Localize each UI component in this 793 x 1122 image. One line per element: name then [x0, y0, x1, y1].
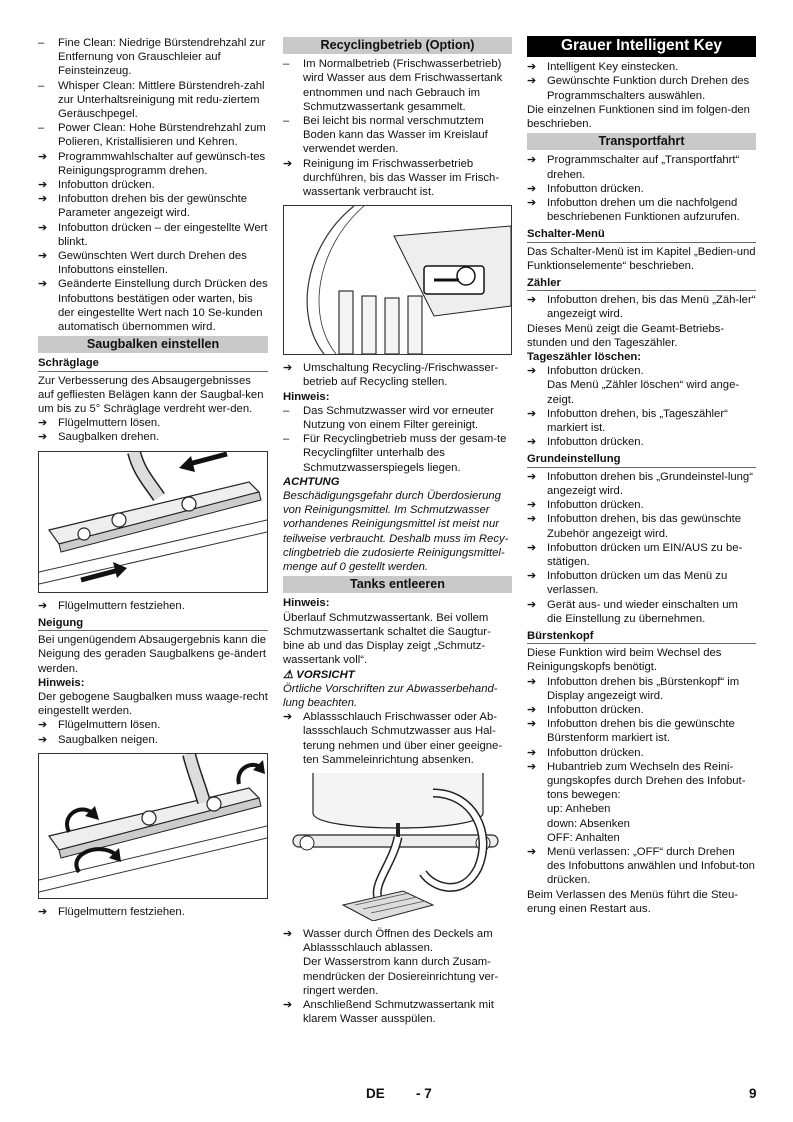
warning-triangle-icon: ⚠	[283, 668, 294, 681]
list	[527, 675, 756, 803]
list	[38, 905, 268, 919]
arrow-bullet-icon: ➔	[527, 598, 537, 611]
arrow-list-item	[527, 293, 756, 321]
arrow-list-item	[283, 998, 512, 1026]
arrow-list-item	[527, 182, 756, 196]
hub-option: OFF: Anhalten	[547, 831, 620, 844]
list	[38, 718, 268, 746]
arrow-list-item	[38, 277, 268, 334]
vorsicht-label: VORSICHT	[296, 668, 355, 681]
list	[527, 470, 756, 626]
dash-bullet-icon: –	[38, 37, 45, 49]
list	[38, 36, 268, 334]
list-item-text: Für Recyclingbetrieb muss der gesam-te Recyclingfilter unterhalb des Schmutzwasserspiegels liegen.	[303, 433, 507, 474]
list-item-text: Programmwahlschalter auf gewünsch-tes Reinigungsprogramm drehen.	[58, 150, 266, 177]
arrow-bullet-icon: ➔	[38, 431, 48, 444]
hinweis-label: Hinweis:	[38, 676, 85, 689]
list-item-text: Infobutton drehen bis die gewünschte Bürstenform markiert ist.	[547, 718, 735, 745]
arrow-list-item	[38, 599, 268, 613]
list-item-text: Flügelmuttern festziehen.	[58, 599, 185, 612]
list-item-text: Infobutton drücken.	[547, 746, 644, 759]
footer-language: DE	[366, 1086, 385, 1101]
arrow-list-item	[38, 192, 268, 220]
arrow-bullet-icon: ➔	[38, 278, 48, 291]
paragraph: Bei ungenügendem Absaugergebnis kann die Neigung des geraden Saugbalkens ge-ändert werden.	[38, 634, 267, 675]
arrow-list-item	[527, 407, 756, 435]
list-item-text: Infobutton drücken – der eingestellte Wert blinkt.	[58, 221, 268, 248]
subheading-neigung: Neigung	[38, 616, 268, 631]
arrow-bullet-icon: ➔	[38, 719, 48, 732]
arrow-list-item	[283, 710, 512, 767]
list-item-text: Infobutton drehen bis „Bürstenkopf“ im Display angezeigt wird.	[547, 675, 740, 702]
dash-list-item	[283, 114, 512, 157]
arrow-list-item	[38, 150, 268, 178]
list	[38, 599, 268, 613]
arrow-list-item	[527, 845, 756, 888]
arrow-list-item	[527, 74, 756, 102]
list-item-text: Infobutton drücken.	[58, 179, 155, 192]
arrow-list-item	[38, 905, 268, 919]
arrow-bullet-icon: ➔	[38, 150, 48, 163]
arrow-bullet-icon: ➔	[527, 845, 537, 858]
dash-bullet-icon: –	[283, 404, 290, 417]
arrow-bullet-icon: ➔	[38, 221, 48, 234]
arrow-list-item	[283, 927, 512, 955]
list-item-text: Gerät aus- und wieder einschalten um die Einstellung zu übernehmen.	[547, 598, 738, 625]
arrow-bullet-icon: ➔	[527, 541, 537, 554]
arrow-bullet-icon: ➔	[527, 197, 537, 210]
arrow-list-item	[527, 675, 756, 703]
list	[283, 404, 512, 475]
section-heading-recycling: Recyclingbetrieb (Option)	[283, 37, 512, 54]
paragraph: Dieses Menü zeigt die Geamt-Betriebs-stunden und den Tageszähler.	[527, 322, 725, 349]
vorsicht-heading	[283, 668, 512, 682]
arrow-bullet-icon: ➔	[527, 570, 537, 583]
hinweis-label: Hinweis:	[283, 390, 330, 403]
arrow-bullet-icon: ➔	[527, 61, 537, 74]
subheading-tageszaehler: Tageszähler löschen:	[527, 351, 642, 364]
arrow-bullet-icon: ➔	[527, 513, 537, 526]
list-item-text: Infobutton drehen, bis das Menü „Zäh-ler“ angezeigt wird.	[547, 294, 756, 321]
paragraph: Der Wasserstrom kann durch Zusam-mendrücken der Dosiereinrichtung ver-ringert werden.	[303, 956, 499, 997]
list-item-text: Intelligent Key einstecken.	[547, 61, 679, 74]
hub-option: up: Anheben	[547, 803, 611, 816]
arrow-bullet-icon: ➔	[527, 294, 537, 307]
achtung-label: ACHTUNG	[283, 475, 340, 488]
arrow-bullet-icon: ➔	[38, 179, 48, 192]
arrow-list-item	[527, 512, 756, 540]
arrow-bullet-icon: ➔	[283, 362, 293, 375]
list	[283, 710, 512, 767]
arrow-list-item	[283, 157, 512, 200]
achtung-text: Beschädigungsgefahr durch Überdosierung von Reinigungsmittel. Im Schmutzwasser vorhandenes Reinigungsmittel ist meist nur teilweise verbraucht. Deshalb muss im Recy-clingbetrieb die zudosierte Reinigungsmittel-menge auf 0 gestellt werden.	[283, 490, 509, 574]
list	[527, 364, 756, 378]
list-item-text: Infobutton drehen um die nachfolgend beschriebenen Funktionen aufzurufen.	[547, 197, 740, 224]
arrow-list-item	[527, 196, 756, 224]
list-item-text: Wasser durch Öffnen des Deckels am Ablassschlauch ablassen.	[303, 927, 493, 955]
list-item-text: Gewünschten Wert durch Drehen des Infobuttons einstellen.	[58, 250, 247, 277]
arrow-list-item	[38, 178, 268, 192]
list-item-text: Power Clean: Hohe Bürstendrehzahl zum Polieren, Kristallisieren und Kehren.	[58, 122, 266, 149]
arrow-bullet-icon: ➔	[283, 711, 293, 724]
arrow-bullet-icon: ➔	[527, 760, 537, 773]
footer-page-number: 9	[749, 1086, 757, 1101]
list-item-text: Saugbalken neigen.	[58, 733, 158, 746]
paragraph: Der gebogene Saugbalken muss waage-recht eingestellt werden.	[38, 690, 268, 718]
list-item-text: Infobutton drehen, bis „Tageszähler“ markiert ist.	[547, 407, 728, 435]
arrow-list-item	[38, 733, 268, 747]
list-item-text: Infobutton drücken.	[547, 703, 644, 716]
arrow-bullet-icon: ➔	[527, 75, 537, 88]
arrow-list-item	[527, 760, 756, 803]
list-item-text: Saugbalken drehen.	[58, 431, 160, 444]
figure-saugbalken-drehen	[38, 451, 268, 593]
subheading-buerstenkopf: Bürstenkopf	[527, 629, 756, 644]
arrow-bullet-icon: ➔	[283, 157, 293, 170]
section-heading-saugbalken: Saugbalken einstellen	[38, 336, 268, 353]
subheading-schraeglage: Schräglage	[38, 356, 268, 371]
figure-ablassschlauch	[283, 773, 512, 921]
arrow-list-item	[527, 717, 756, 745]
dash-list-item	[283, 432, 512, 475]
arrow-bullet-icon: ➔	[527, 365, 537, 378]
arrow-list-item	[38, 416, 268, 430]
arrow-list-item	[527, 746, 756, 760]
list-item-text: Infobutton drehen bis der gewünschte Parameter angezeigt wird.	[58, 193, 248, 220]
list-item-text: Programmschalter auf „Transportfahrt“ drehen.	[547, 154, 740, 181]
dash-bullet-icon: –	[283, 433, 290, 446]
list	[283, 927, 512, 955]
list-item-text: Infobutton drehen, bis das gewünschte Zubehör angezeigt wird.	[547, 513, 742, 540]
arrow-bullet-icon: ➔	[38, 250, 48, 263]
dash-bullet-icon: –	[283, 58, 290, 71]
column-middle	[283, 36, 512, 1026]
list	[38, 416, 268, 444]
hub-option: down: Absenken	[547, 817, 630, 830]
dash-bullet-icon: –	[283, 115, 290, 128]
list-item-text: Infobutton drehen bis „Grundeinstel-lung“ angezeigt wird.	[547, 470, 753, 497]
list-item-text: Gewünschte Funktion durch Drehen des Programmschalters auswählen.	[547, 75, 750, 102]
paragraph: Das Menü „Zähler löschen“ wird ange-zeigt.	[547, 379, 740, 406]
subheading-zaehler: Zähler	[527, 276, 756, 291]
list-item-text: Das Schmutzwasser wird vor erneuter Nutzung von einem Filter gereinigt.	[303, 404, 494, 432]
arrow-bullet-icon: ➔	[527, 436, 537, 449]
dash-bullet-icon: –	[38, 122, 45, 135]
hub-options	[527, 802, 756, 845]
arrow-bullet-icon: ➔	[527, 703, 537, 716]
paragraph: Überlauf Schmutzwassertank. Bei vollem Schmutzwassertank schaltet die Saugtur-bine ab und das Display zeigt „Schmutz-wassertank voll“.	[283, 611, 491, 667]
subheading-grundeinstellung: Grundeinstellung	[527, 452, 756, 467]
figure-saugbalken-neigen	[38, 753, 268, 899]
list-item-text: Flügelmuttern festziehen.	[58, 905, 185, 918]
section-heading-intelligent-key: Grauer Intelligent Key	[527, 36, 756, 57]
column-left	[38, 36, 268, 919]
list-item-text: Reinigung im Frischwasserbetrieb durchführen, bis das Wasser im Frisch-wassertank verbraucht ist.	[303, 157, 500, 199]
arrow-bullet-icon: ➔	[527, 675, 537, 688]
list-item-text: Infobutton drücken.	[547, 182, 644, 195]
arrow-list-item	[527, 598, 756, 626]
arrow-list-item	[527, 703, 756, 717]
arrow-bullet-icon: ➔	[527, 470, 537, 483]
arrow-list-item	[527, 498, 756, 512]
arrow-bullet-icon: ➔	[38, 733, 48, 746]
dash-list-item	[38, 36, 268, 79]
paragraph: Das Schalter-Menü ist im Kapitel „Bedien-und Funktionselemente“ beschrieben.	[527, 245, 756, 272]
list-item-text: Im Normalbetrieb (Frischwasserbetrieb) wird Wasser aus dem Frischwassertank entnommen und nach Gebrauch im Schmutzwassertank gesammelt.	[303, 58, 503, 113]
arrow-bullet-icon: ➔	[527, 154, 537, 167]
arrow-bullet-icon: ➔	[38, 193, 48, 206]
arrow-list-item	[38, 430, 268, 444]
subheading-schalter: Schalter-Menü	[527, 227, 756, 242]
arrow-bullet-icon: ➔	[38, 905, 48, 918]
list	[527, 293, 756, 321]
footer-page-ref: - 7	[416, 1086, 432, 1101]
paragraph: Die einzelnen Funktionen sind im folgen-den beschrieben.	[527, 103, 750, 131]
arrow-list-item	[38, 221, 268, 249]
list	[527, 60, 756, 103]
list	[283, 998, 512, 1026]
list	[527, 153, 756, 224]
list-item-text: Infobutton drücken um das Menü zu verlassen.	[547, 570, 728, 597]
arrow-bullet-icon: ➔	[283, 927, 293, 940]
list-item-text: Geänderte Einstellung durch Drücken des Infobuttons bestätigen oder warten, bis der eingestellte Wert nach 10 Se-kunden automatisch übernommen wird.	[58, 278, 268, 334]
arrow-list-item	[38, 718, 268, 732]
section-heading-tanks: Tanks entleeren	[283, 576, 512, 593]
paragraph: Zur Verbesserung des Absaugergebnisses auf gefliesten Belägen kann der Saugbal-ken um bis zu 5° Schräglage verdreht wer-den.	[38, 374, 264, 416]
column-right	[527, 36, 756, 916]
dash-bullet-icon: –	[38, 79, 45, 92]
dash-list-item	[283, 404, 512, 432]
dash-list-item	[283, 57, 512, 114]
arrow-bullet-icon: ➔	[527, 499, 537, 512]
list-item-text: Hubantrieb zum Wechseln des Reini-gungskopfes durch Drehen des Infobut-tons bewegen:	[547, 760, 746, 802]
arrow-list-item	[283, 361, 512, 389]
arrow-list-item	[527, 569, 756, 597]
arrow-bullet-icon: ➔	[38, 599, 48, 612]
list	[283, 57, 512, 199]
list-item-text: Fine Clean: Niedrige Bürstendrehzahl zur Entfernung von Grauschleier auf Feinsteinzeug.	[58, 37, 266, 78]
list-item-text: Anschließend Schmutzwassertank mit klarem Wasser ausspülen.	[303, 998, 494, 1026]
list-item-text: Flügelmuttern lösen.	[58, 719, 161, 732]
arrow-bullet-icon: ➔	[283, 998, 293, 1011]
list-item-text: Infobutton drücken um EIN/AUS zu be-stätigen.	[547, 541, 743, 568]
arrow-list-item	[527, 60, 756, 74]
arrow-list-item	[527, 541, 756, 569]
arrow-bullet-icon: ➔	[527, 182, 537, 195]
arrow-list-item	[527, 435, 756, 449]
arrow-list-item	[38, 249, 268, 277]
dash-list-item	[38, 79, 268, 122]
section-heading-transport: Transportfahrt	[527, 133, 756, 150]
arrow-bullet-icon: ➔	[527, 718, 537, 731]
arrow-list-item	[527, 470, 756, 498]
list-item-text: Whisper Clean: Mittlere Bürstendreh-zahl zur Unterhaltsreinigung mit redu-ziertem Geräuschpegel.	[58, 79, 265, 121]
arrow-list-item	[527, 364, 756, 378]
list	[527, 407, 756, 450]
arrow-bullet-icon: ➔	[38, 417, 48, 430]
list-item-text: Infobutton drücken.	[547, 365, 644, 378]
list-item-text: Infobutton drücken.	[547, 436, 644, 449]
list-item-text: Ablassschlauch Frischwasser oder Ab-lassschlauch Schmutzwasser aus Hal-terung nehmen und über einer geeigne-ten Sammeleinrichtung absenken.	[303, 711, 503, 766]
list-item-text: Menü verlassen: „OFF“ durch Drehen des Infobuttons anwählen und Infobut-ton drücken.	[547, 845, 755, 887]
arrow-bullet-icon: ➔	[527, 407, 537, 420]
hinweis-label: Hinweis:	[283, 597, 330, 610]
paragraph: Diese Funktion wird beim Wechsel des Reinigungskopfs benötigt.	[527, 647, 722, 674]
vorsicht-text: Örtliche Vorschriften zur Abwasserbehand-lung beachten.	[283, 682, 498, 709]
arrow-bullet-icon: ➔	[527, 746, 537, 759]
list	[283, 361, 512, 389]
paragraph: Beim Verlassen des Menüs führt die Steu-erung einen Restart aus.	[527, 888, 738, 915]
list-item-text: Bei leicht bis normal verschmutztem Boden kann das Wasser im Kreislauf verwendet werden.	[303, 115, 488, 156]
list-item-text: Umschaltung Recycling-/Frischwasser-betrieb auf Recycling stellen.	[303, 362, 499, 389]
arrow-list-item	[527, 153, 756, 181]
list-item-text: Infobutton drücken.	[547, 499, 644, 512]
figure-recycling-switch	[283, 205, 512, 355]
list-item-text: Flügelmuttern lösen.	[58, 417, 161, 430]
list	[527, 845, 756, 888]
dash-list-item	[38, 121, 268, 149]
